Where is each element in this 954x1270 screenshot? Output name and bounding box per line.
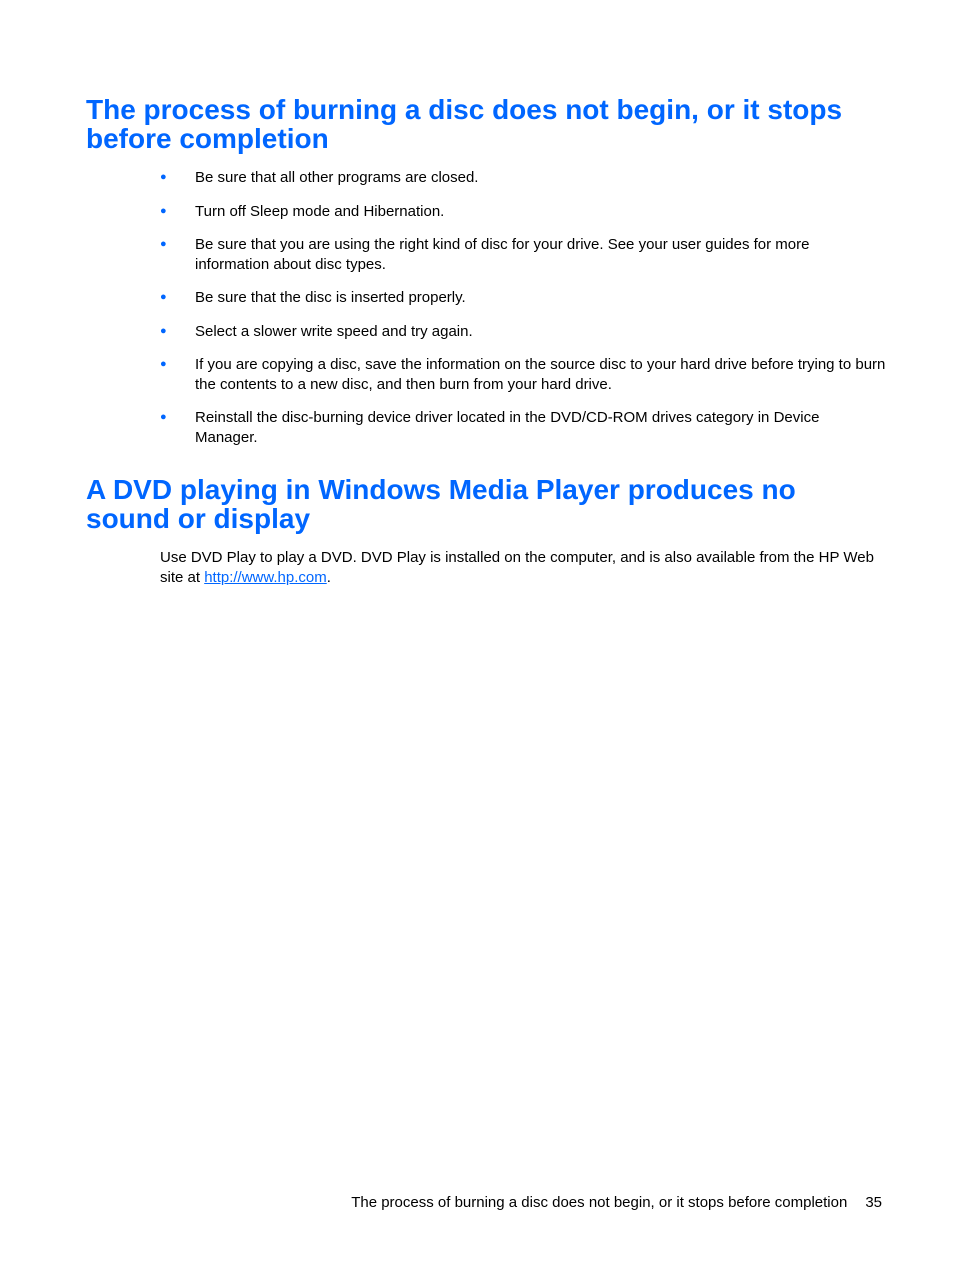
section-burning-disc: [86, 95, 886, 153]
list-item: [160, 288, 886, 308]
list-item: [160, 235, 886, 274]
bullet-icon: ●: [160, 411, 167, 423]
list-item-text: Be sure that you are using the right kind of disc for your drive. See your user guides for more information about disc types.: [195, 236, 810, 273]
list-item-text: Be sure that the disc is inserted properly.: [195, 289, 466, 306]
list-item-text: Be sure that all other programs are closed.: [195, 169, 479, 186]
list-item-text: If you are copying a disc, save the information on the source disc to your hard drive before trying to burn the contents to a new disc, and then burn from your hard drive.: [195, 356, 886, 393]
paragraph-dvd-play: [160, 548, 886, 587]
list-item-text: Turn off Sleep mode and Hibernation.: [195, 202, 445, 220]
list-item-text: Select a slower write speed and try again.: [195, 322, 473, 340]
list-item: [160, 322, 886, 342]
list-item-text: Reinstall the disc-burning device driver located in the DVD/CD-ROM drives category in Device Manager.: [195, 409, 820, 446]
bullet-icon: ●: [160, 324, 167, 337]
page-footer: [351, 1193, 882, 1212]
bullet-icon: ●: [160, 204, 167, 217]
list-item: [160, 408, 886, 447]
footer-running-title: The process of burning a disc does not begin, or it stops before completion: [351, 1194, 848, 1211]
bullet-icon: ●: [160, 171, 167, 183]
heading-burning-disc: The process of burning a disc does not begin, or it stops before completion: [86, 94, 843, 154]
paragraph-text: Use DVD Play to play a DVD. DVD Play is installed on the computer, and is also available from the HP Web site at: [160, 549, 874, 586]
list-item: [160, 168, 886, 188]
heading-dvd-playing: A DVD playing in Windows Media Player produces no sound or display: [86, 474, 796, 534]
list-item: [160, 202, 886, 222]
bullet-icon: ●: [160, 291, 167, 303]
bullet-icon: ●: [160, 358, 167, 370]
hp-website-link[interactable]: http://www.hp.com: [204, 568, 327, 586]
bullet-icon: ●: [160, 238, 167, 250]
paragraph-text-end: .: [326, 568, 331, 586]
section-dvd-playing: [86, 475, 886, 533]
page-number: 35: [865, 1194, 882, 1211]
bullet-list-burning-disc: [160, 168, 886, 447]
list-item: [160, 355, 886, 394]
